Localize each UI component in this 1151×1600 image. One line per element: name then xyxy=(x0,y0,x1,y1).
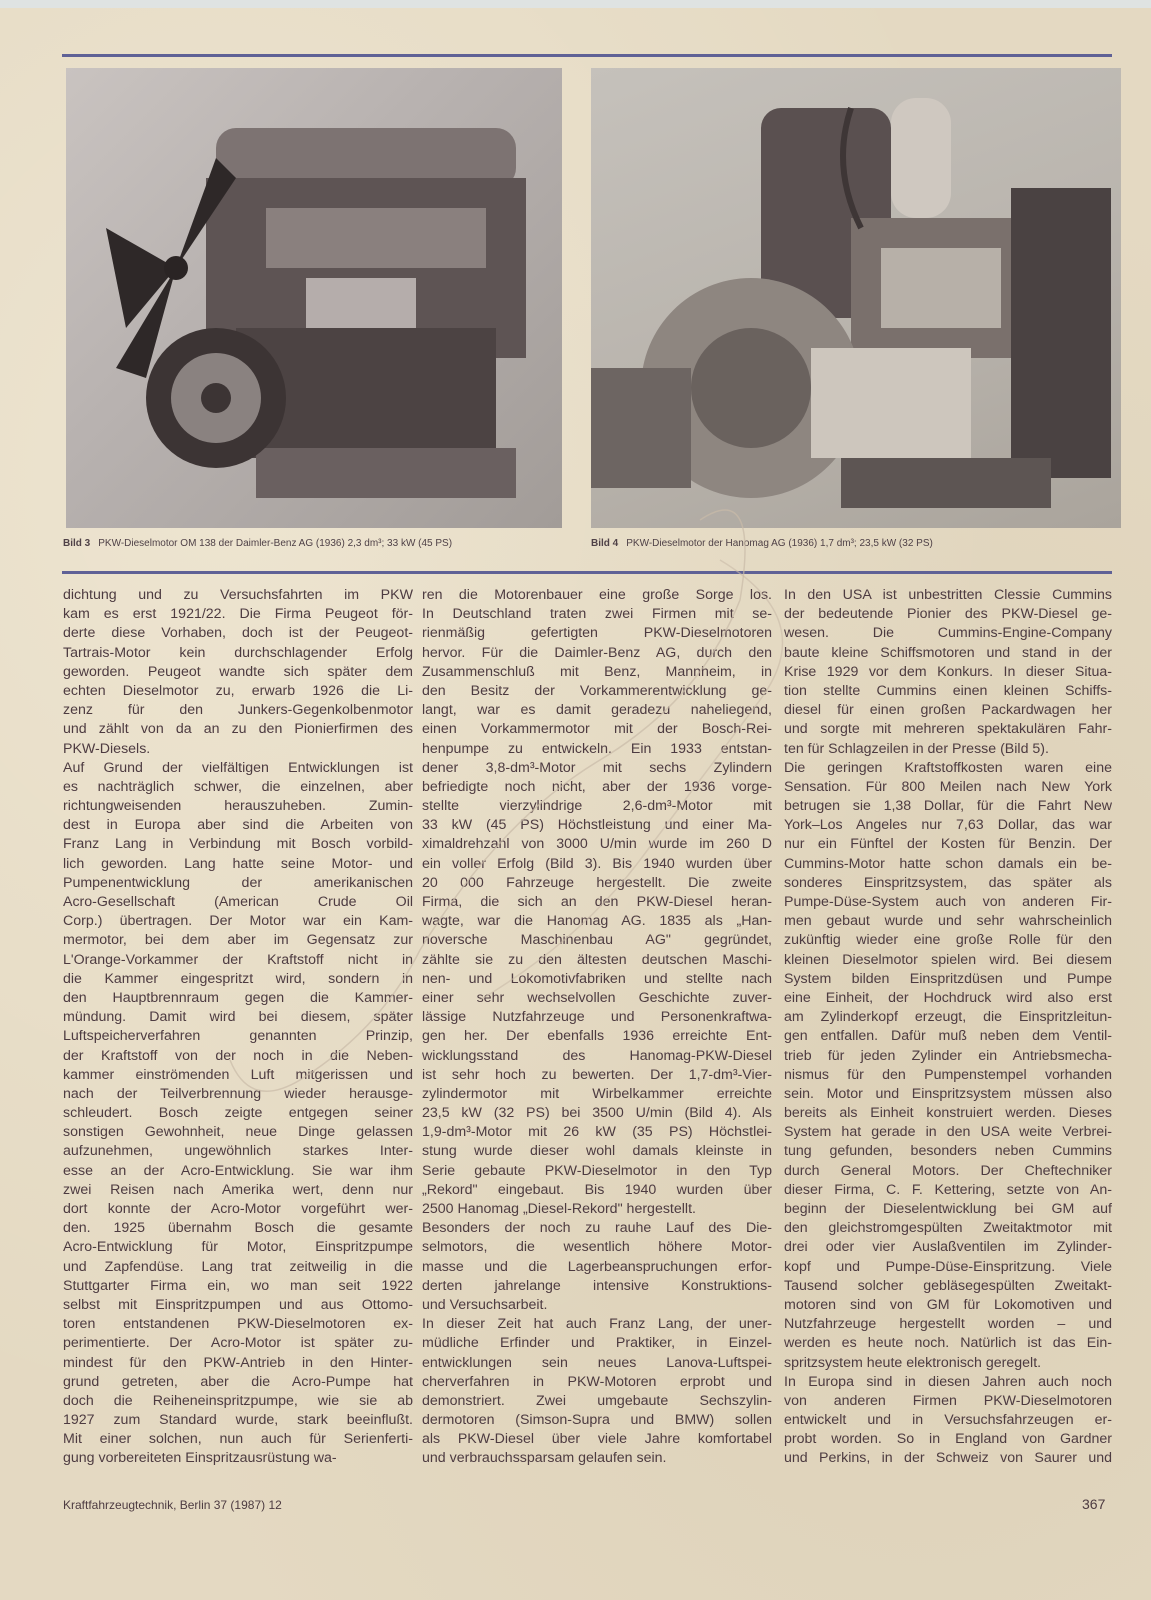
text-line: kopf und Pumpe-Düse-Einspritzung. Viele xyxy=(784,1258,1112,1275)
text-line: die Kammer eingespritzt wird, sondern in xyxy=(63,970,413,987)
text-line: Die geringen Kraftstoffkosten waren eine xyxy=(784,759,1112,776)
text-line: ren die Motorenbauer eine große Sorge los. xyxy=(422,587,772,603)
text-line: L'Orange-Vorkammer der Kraftstoff nicht in xyxy=(63,951,413,968)
figure-4-caption xyxy=(591,538,933,549)
figure-4-caption-text: PKW-Dieselmotor der Hanomag AG (1936) 1,7 dm³; 23,5 kW (32 PS) xyxy=(626,538,933,549)
text-line: Mit einer solchen, nun auch für Serienferti- xyxy=(63,1431,413,1448)
text-line: masse und die Lagerbeanspruchungen erfor- xyxy=(422,1258,772,1275)
text-line: richtungweisenden herauszuheben. Zumin- xyxy=(63,798,413,815)
text-line: In den USA ist unbestritten Clessie Cummins xyxy=(784,587,1112,603)
text-line: perimentierte. Der Acro-Motor ist später zu- xyxy=(63,1335,413,1352)
text-line: diesel für einen großen Packardwagen her xyxy=(784,702,1112,719)
text-column-2 xyxy=(422,586,772,1469)
text-line: grund getreten, aber die Acro-Pumpe hat xyxy=(63,1373,413,1390)
figure-4-engine-photo xyxy=(591,68,1121,528)
text-line: York–Los Angeles nur 7,63 Dollar, das war xyxy=(784,817,1112,834)
text-line: Nutzfahrzeuge hergestellt worden – und xyxy=(784,1316,1112,1333)
text-line: doch die Reiheneinspritzpumpe, wie sie ab xyxy=(63,1392,413,1409)
text-line: 2500 Hanomag „Diesel-Rekord" hergestellt. xyxy=(422,1201,696,1217)
text-line: langt, war es damit geradezu naheliegend, xyxy=(422,702,772,719)
text-line: In dieser Zeit hat auch Franz Lang, der uner- xyxy=(422,1316,772,1333)
text-line: dichtung und zu Versuchsfahrten im PKW xyxy=(63,587,413,603)
text-line: den. 1925 übernahm Bosch die gesamte xyxy=(63,1220,413,1237)
text-line: 23,5 kW (32 PS) bei 3500 U/min (Bild 4). Als xyxy=(422,1105,772,1122)
text-line: dest in Europa aber sind die Arbeiten von xyxy=(63,817,413,834)
figure-4-label: Bild 4 xyxy=(591,538,619,549)
text-line: baute kleine Schiffsmotoren und stand in der xyxy=(784,644,1112,661)
text-line: In Deutschland traten zwei Firmen mit se- xyxy=(422,606,772,623)
text-line: mindest für den PKW-Antrieb in den Hinter- xyxy=(63,1354,413,1371)
text-line: Tartrais-Motor kein durchschlagender Erfolg xyxy=(63,644,413,661)
figure-3-caption xyxy=(63,538,452,549)
text-line: entwicklungen sein neues Lanova-Luftspei- xyxy=(422,1354,772,1371)
scan-edge xyxy=(0,0,1151,8)
text-line: ten für Schlagzeilen in der Presse (Bild 5). xyxy=(784,740,1049,757)
text-line: toren entstandenen PKW-Dieselmotoren ex- xyxy=(63,1316,413,1333)
text-line: Pumpenentwicklung der amerikanischen xyxy=(63,874,413,891)
text-column-1 xyxy=(63,586,413,1469)
text-line: ximaldrehzahl von 3000 U/min wurde im 260 D xyxy=(422,836,772,853)
text-line: einer sehr wechselvollen Geschichte zuver- xyxy=(422,989,772,1006)
text-line: gen her. Der ebenfalls 1936 erreichte Ent- xyxy=(422,1028,772,1045)
text-line: wesen. Die Cummins-Engine-Company xyxy=(784,625,1112,642)
text-line: Krise 1929 vor dem Konkurs. In dieser Situa- xyxy=(784,663,1112,680)
text-line: kleinen Dieselmotor spielen wird. Bei diesem xyxy=(784,951,1112,968)
text-line: den gleichstromgespülten Zweitaktmotor mit xyxy=(784,1220,1112,1237)
text-line: befriedigte noch nicht, aber der 1936 vorge- xyxy=(422,778,772,795)
text-line: noversche Maschinenbau AG" gegründet, xyxy=(422,932,772,949)
text-line: henpumpe zu entwickeln. Ein 1933 entstan- xyxy=(422,740,772,757)
text-line: Firma, die sich an den PKW-Diesel heran- xyxy=(422,894,772,910)
text-line: werden es heute noch. Natürlich ist das Ein- xyxy=(784,1335,1112,1352)
text-line: den Hauptbrennraum gegen die Kammer- xyxy=(63,989,413,1006)
text-line: tung gefunden, besonders neben Cummins xyxy=(784,1143,1112,1160)
text-line: bereits als Einheit konstruiert werden. Dieses xyxy=(784,1105,1112,1122)
text-line: System hat gerade in den USA weite Verbrei- xyxy=(784,1124,1112,1141)
text-line: nen- und Lokomotivfabriken und stellte nach xyxy=(422,970,772,987)
text-line: wicklungsstand des Hanomag-PKW-Diesel xyxy=(422,1047,772,1064)
text-column-3 xyxy=(784,586,1112,1469)
text-line: dort konnte der Acro-Motor vorgeführt wer- xyxy=(63,1201,413,1217)
text-line: zenz für den Junkers-Gegenkolbenmotor xyxy=(63,702,413,719)
text-line: sein. Motor und Einspritzsystem müssen also xyxy=(784,1085,1112,1102)
journal-citation: Kraftfahrzeugtechnik, Berlin 37 (1987) 12 xyxy=(63,1498,282,1512)
page-number: 367 xyxy=(1082,1496,1106,1512)
text-line: durch General Motors. Der Cheftechniker xyxy=(784,1162,1112,1179)
text-line: hervor. Für die Daimler-Benz AG, durch den xyxy=(422,644,772,661)
text-line: den Besitz der Vorkammerentwicklung ge- xyxy=(422,682,772,699)
text-line: selbst mit Einspritzpumpen und aus Ottomo- xyxy=(63,1296,413,1313)
text-line: Luftspeicherverfahren genannten Prinzip, xyxy=(63,1028,413,1045)
text-line: System bilden Einspritzdüsen und Pumpe xyxy=(784,970,1112,987)
text-line: müdliche Erfinder und Praktiker, in Einzel- xyxy=(422,1335,772,1352)
text-line: schleudert. Bosch zeigte entgegen seiner xyxy=(63,1105,413,1122)
text-line: men gebaut wurde und sehr wahrscheinlich xyxy=(784,913,1112,930)
text-line: beginn der Dieselentwicklung bei GM auf xyxy=(784,1201,1112,1217)
text-line: geworden. Peugeot wandte sich später dem xyxy=(63,663,413,680)
text-line: 33 kW (45 PS) Höchstleistung und einer Ma- xyxy=(422,817,772,834)
text-line: „Rekord" eingebaut. Bis 1940 wurden über xyxy=(422,1181,772,1198)
text-line: und sorgte mit mehreren spektakulären Fahr- xyxy=(784,721,1112,738)
text-line: gung vorbereiteten Einspritzausrüstung wa- xyxy=(63,1450,337,1467)
text-line: einen Vorkammermotor mit der Bosch-Rei- xyxy=(422,721,772,738)
figure-3-engine-photo xyxy=(66,68,562,528)
text-line: kammer einströmenden Luft mitgerissen und xyxy=(63,1066,413,1083)
text-line: stellte vierzylindrige 2,6-dm³-Motor mit xyxy=(422,798,772,815)
text-line: und Zapfendüse. Lang trat zeitweilig in die xyxy=(63,1258,413,1275)
text-line: Cummins-Motor hatte schon damals ein be- xyxy=(784,855,1112,872)
text-line: mündung. Damit wird bei diesem, später xyxy=(63,1009,413,1026)
text-line: dieser Firma, C. F. Kettering, setzte von An- xyxy=(784,1181,1112,1198)
text-line: und Perkins, in der Schweiz von Saurer und xyxy=(784,1450,1112,1467)
text-line: es nachträglich schwer, die einzelnen, aber xyxy=(63,778,413,795)
text-line: Acro-Gesellschaft (American Crude Oil xyxy=(63,894,413,910)
text-line: cherverfahren in PKW-Motoren erprobt und xyxy=(422,1373,772,1390)
text-line: Sensation. Für 800 Meilen nach New York xyxy=(784,778,1112,795)
text-line: Besonders der noch zu rauhe Lauf des Die- xyxy=(422,1220,772,1237)
text-line: und Versuchsarbeit. xyxy=(422,1296,548,1313)
text-line: nismus für den Pumpenstempel vorhanden xyxy=(784,1066,1112,1083)
text-line: nach der Teilverbrennung wieder herausge- xyxy=(63,1085,413,1102)
figure-3-label: Bild 3 xyxy=(63,538,91,549)
section-rule xyxy=(62,571,1112,574)
text-line: In Europa sind in diesen Jahren auch noch xyxy=(784,1373,1112,1390)
figure-3-caption-text: PKW-Dieselmotor OM 138 der Daimler-Benz AG (1936) 2,3 dm³; 33 kW (45 PS) xyxy=(98,538,453,549)
text-line: lich geworden. Lang hatte seine Motor- und xyxy=(63,855,413,872)
text-line: zylindermotor mit Wirbelkammer erreichte xyxy=(422,1085,772,1102)
top-rule xyxy=(62,54,1112,57)
text-line: spritzsystem heute elektronisch geregelt. xyxy=(784,1354,1042,1371)
text-line: Stuttgarter Firma ein, wo man seit 1922 xyxy=(63,1277,413,1294)
text-line: 1,9-dm³-Motor mit 26 kW (35 PS) Höchstlei- xyxy=(422,1124,772,1141)
text-line: 20 000 Fahrzeuge hergestellt. Die zweite xyxy=(422,874,772,891)
text-line: ist sehr hoch zu bewerten. Der 1,7-dm³-Vier- xyxy=(422,1066,772,1083)
text-line: kam es erst 1921/22. Die Firma Peugeot för- xyxy=(63,606,413,623)
text-line: als PKW-Diesel über viele Jahre komfortabel xyxy=(422,1431,772,1448)
text-line: von anderen Firmen PKW-Dieselmotoren xyxy=(784,1392,1112,1409)
text-line: eine Einheit, der Hochdruck wird also erst xyxy=(784,989,1112,1006)
text-line: echten Dieselmotor zu, erwarb 1926 die Li- xyxy=(63,682,413,699)
text-line: Serie gebaute PKW-Dieselmotor in den Typ xyxy=(422,1162,772,1179)
text-line: drei oder vier Auslaßventilen im Zylinder- xyxy=(784,1239,1112,1256)
text-line: probt worden. So in England von Gardner xyxy=(784,1431,1112,1448)
text-line: Zusammenschluß mit Benz, Mannheim, in xyxy=(422,663,772,680)
text-line: nur ein Fünftel der Kosten für Benzin. Der xyxy=(784,836,1112,853)
text-line: aufzunehmen, ungewöhnlich starkes Inter- xyxy=(63,1143,413,1160)
text-line: Franz Lang in Verbindung mit Bosch vorbild- xyxy=(63,836,413,853)
text-line: selmotors, die wesentlich höhere Motor- xyxy=(422,1239,772,1256)
text-line: mermotor, bei dem aber im Gegensatz zur xyxy=(63,932,413,949)
text-line: PKW-Diesels. xyxy=(63,740,151,757)
text-line: stung wurde dieser wohl damals kleinste in xyxy=(422,1143,772,1160)
text-line: sonderes Einspritzsystem, das später als xyxy=(784,874,1112,891)
text-line: und verbrauchssparsam gelaufen sein. xyxy=(422,1450,667,1467)
text-line: und zählt von da an zu den Pionierfirmen des xyxy=(63,721,413,738)
text-line: Pumpe-Düse-System auch von anderen Fir- xyxy=(784,894,1112,910)
text-line: derten jahrelange intensive Konstruktions- xyxy=(422,1277,772,1294)
text-line: Acro-Entwicklung für Motor, Einspritzpumpe xyxy=(63,1239,413,1256)
text-line: dermotoren (Simson-Supra und BMW) sollen xyxy=(422,1412,772,1429)
daimler-engine-illustration xyxy=(66,68,562,528)
text-line: der bedeutende Pionier des PKW-Diesel ge- xyxy=(784,606,1112,623)
text-line: motoren sind von GM für Lokomotiven und xyxy=(784,1296,1112,1313)
text-line: zwei Reisen nach Amerika wert, denn nur xyxy=(63,1181,413,1198)
text-line: zukünftig wieder eine große Rolle für den xyxy=(784,932,1112,949)
text-line: der Kraftstoff von der noch in die Neben- xyxy=(63,1047,413,1064)
text-line: sonstigen Gewohnheit, neue Dinge gelassen xyxy=(63,1124,413,1141)
text-line: trieb für jeden Zylinder ein Antriebsmecha- xyxy=(784,1047,1112,1064)
text-line: entwickelt und in Versuchsfahrzeugen er- xyxy=(784,1412,1112,1429)
text-line: am Zylinderkopf erzeugt, die Einspritzleitun- xyxy=(784,1009,1112,1026)
text-line: demonstriert. Zwei umgebaute Sechszylin- xyxy=(422,1392,772,1409)
hanomag-engine-illustration xyxy=(591,68,1121,528)
text-line: Auf Grund der vielfältigen Entwicklungen ist xyxy=(63,759,413,776)
text-line: 1927 zum Standard wurde, stark beeinflußt. xyxy=(63,1412,413,1429)
text-line: dener 3,8-dm³-Motor mit sechs Zylindern xyxy=(422,759,772,776)
text-line: esse an der Acro-Entwicklung. Sie war ihm xyxy=(63,1162,413,1179)
text-line: tion stellte Cummins einen kleinen Schiffs- xyxy=(784,682,1112,699)
text-line: Corp.) übertragen. Der Motor war ein Kam- xyxy=(63,913,413,930)
text-line: derte diese Vorhaben, doch ist der Peugeot- xyxy=(63,625,413,642)
text-line: betrugen sie 1,38 Dollar, für die Fahrt New xyxy=(784,798,1112,815)
text-line: gen entfallen. Dafür muß neben dem Ventil- xyxy=(784,1028,1112,1045)
text-line: lässige Nutzfahrzeuge und Personenkraftwa- xyxy=(422,1009,772,1026)
text-line: Tausend solcher gebläsegespülten Zweitakt- xyxy=(784,1277,1112,1294)
text-line: rienmäßig gefertigten PKW-Dieselmotoren xyxy=(422,625,772,642)
text-line: ein voller Erfolg (Bild 3). Bis 1940 wurden über xyxy=(422,855,772,872)
text-line: wagte, war die Hanomag AG. 1835 als „Han- xyxy=(422,913,772,930)
text-line: zählte sie zu den ältesten deutschen Maschi- xyxy=(422,951,772,968)
